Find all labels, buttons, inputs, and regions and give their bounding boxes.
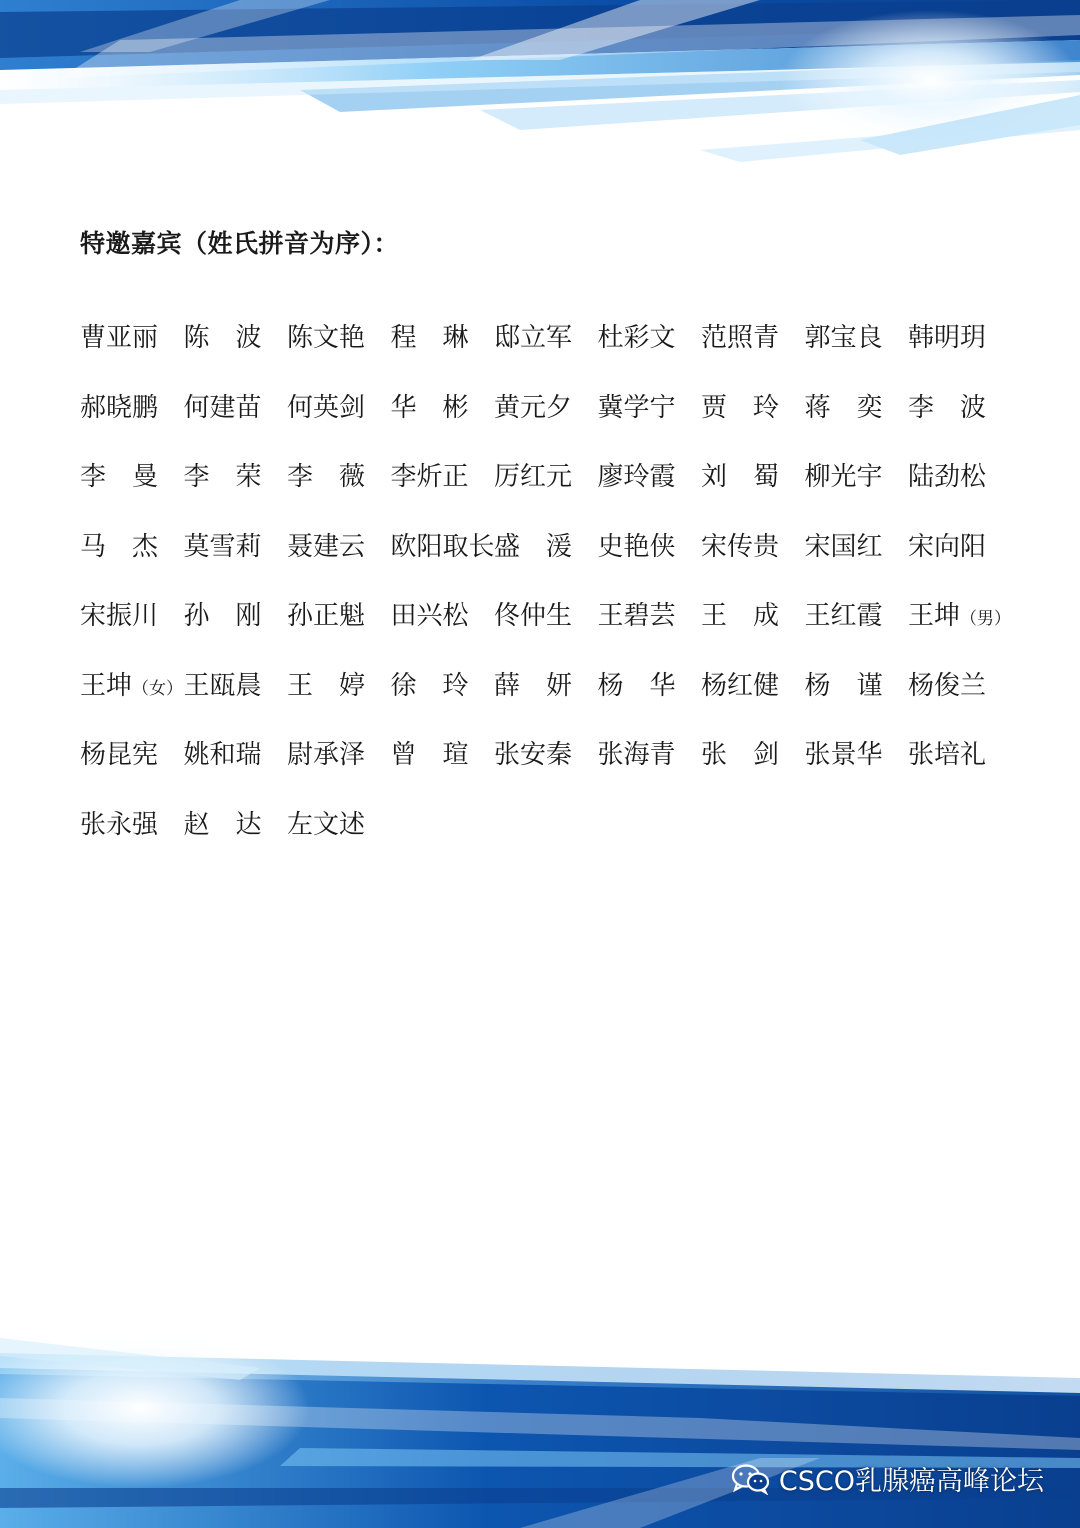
guest-name bbox=[391, 525, 495, 595]
guest-name-text: 华 彬 bbox=[390, 392, 469, 423]
guest-name-text: 程 琳 bbox=[390, 323, 469, 353]
guest-name bbox=[598, 733, 702, 803]
guest-name-text: 宋传贵 bbox=[701, 531, 780, 562]
wechat-icon bbox=[731, 1463, 771, 1495]
guest-name bbox=[598, 316, 702, 386]
guest-name bbox=[701, 316, 805, 386]
guest-name-text: 王坤 bbox=[908, 601, 961, 631]
guest-name bbox=[391, 316, 495, 386]
guest-name-text: 范照青 bbox=[701, 323, 780, 353]
guest-name-text: 尉承泽 bbox=[287, 740, 366, 770]
guest-name-text: 何建苗 bbox=[183, 392, 262, 423]
guest-name bbox=[494, 316, 598, 386]
guest-name bbox=[184, 594, 288, 664]
guest-name-text: 贾 玲 bbox=[701, 392, 780, 423]
guest-name bbox=[805, 386, 909, 456]
guest-gender-note: （女） bbox=[132, 678, 184, 699]
guest-name bbox=[598, 664, 702, 734]
guest-name-text: 曹亚丽 bbox=[80, 323, 159, 353]
guest-name-text: 李 曼 bbox=[80, 462, 159, 492]
guest-name-text: 厉红元 bbox=[494, 462, 573, 492]
guest-name bbox=[701, 664, 805, 734]
guest-name bbox=[80, 386, 184, 456]
guest-name bbox=[80, 664, 184, 734]
guest-name bbox=[598, 594, 702, 664]
guest-name bbox=[184, 455, 288, 525]
guest-name bbox=[805, 594, 909, 664]
guest-name-text: 欧阳取长 bbox=[390, 531, 495, 562]
guest-name-text: 张海青 bbox=[597, 740, 676, 770]
guest-name bbox=[287, 664, 391, 734]
guest-name bbox=[598, 455, 702, 525]
guest-name-text: 郝晓鹏 bbox=[80, 392, 159, 423]
guest-name-text: 宋国红 bbox=[804, 531, 883, 562]
guest-name bbox=[494, 664, 598, 734]
guest-name bbox=[287, 525, 391, 595]
guest-name-text: 张安秦 bbox=[494, 740, 573, 770]
guest-name-text: 张培礼 bbox=[908, 740, 987, 770]
guest-name-text: 陆劲松 bbox=[908, 462, 987, 492]
guest-name-text: 聂建云 bbox=[287, 531, 366, 562]
guest-name-text: 柳光宇 bbox=[804, 462, 883, 492]
guest-name bbox=[184, 525, 288, 595]
guest-name-text: 刘 蜀 bbox=[701, 462, 780, 492]
guest-name-text: 史艳侠 bbox=[597, 531, 676, 562]
guest-name bbox=[598, 386, 702, 456]
guest-name-text: 马 杰 bbox=[80, 531, 159, 562]
guest-name bbox=[908, 316, 1012, 386]
guest-name bbox=[908, 664, 1012, 734]
guest-name-text: 王红霞 bbox=[804, 601, 883, 631]
guest-name bbox=[80, 594, 184, 664]
guest-name-text: 田兴松 bbox=[390, 601, 469, 631]
guest-name bbox=[184, 664, 288, 734]
guest-name bbox=[184, 733, 288, 803]
guest-name bbox=[701, 594, 805, 664]
guest-name bbox=[391, 455, 495, 525]
guest-name-text: 左文述 bbox=[287, 809, 366, 840]
guest-name bbox=[805, 733, 909, 803]
guest-name-text: 黄元夕 bbox=[494, 392, 573, 423]
guest-gender-note: （男） bbox=[960, 609, 1012, 629]
top-banner-decoration bbox=[0, 0, 1080, 175]
guest-name bbox=[80, 316, 184, 386]
guest-name-text: 蒋 奕 bbox=[804, 392, 883, 423]
guest-name bbox=[494, 525, 598, 595]
guest-name-text: 王 成 bbox=[701, 601, 780, 631]
guest-name-text: 张永强 bbox=[80, 809, 159, 840]
guest-name bbox=[494, 455, 598, 525]
guest-name-text: 杨红健 bbox=[701, 670, 780, 701]
guest-name bbox=[805, 316, 909, 386]
guest-name bbox=[908, 386, 1012, 456]
guest-name bbox=[908, 733, 1012, 803]
guest-name-text: 李 薇 bbox=[287, 462, 366, 492]
guest-name-text: 杨 华 bbox=[597, 670, 676, 701]
guest-name-text: 孙正魁 bbox=[287, 601, 366, 631]
guest-name bbox=[287, 316, 391, 386]
guest-name bbox=[391, 386, 495, 456]
guest-name bbox=[391, 664, 495, 734]
guest-list bbox=[80, 316, 1012, 872]
guest-name bbox=[494, 733, 598, 803]
guest-name-text: 陈 波 bbox=[183, 323, 262, 353]
guest-name-text: 杨俊兰 bbox=[908, 670, 987, 701]
guest-name bbox=[391, 733, 495, 803]
guest-name bbox=[805, 525, 909, 595]
guest-name-text: 冀学宁 bbox=[597, 392, 676, 423]
guest-name bbox=[80, 525, 184, 595]
watermark bbox=[731, 1459, 1044, 1498]
guest-name-text: 赵 达 bbox=[183, 809, 262, 840]
watermark-text: CSCO乳腺癌高峰论坛 bbox=[778, 1466, 1044, 1497]
guest-name-text: 李 波 bbox=[908, 392, 987, 423]
guest-name bbox=[80, 803, 184, 873]
guest-name bbox=[598, 525, 702, 595]
guest-name-text: 佟仲生 bbox=[494, 601, 573, 631]
guest-name bbox=[287, 386, 391, 456]
guest-name bbox=[287, 803, 391, 873]
guest-name bbox=[908, 455, 1012, 525]
guest-name bbox=[287, 455, 391, 525]
guest-name bbox=[184, 803, 288, 873]
guest-name-text: 杜彩文 bbox=[597, 323, 676, 353]
guest-name-text: 张景华 bbox=[804, 740, 883, 770]
guest-name bbox=[701, 455, 805, 525]
guest-name-text: 孙 刚 bbox=[183, 601, 262, 631]
guest-name-text: 李 荣 bbox=[183, 462, 262, 492]
guest-name-text: 杨昆宪 bbox=[80, 740, 159, 770]
guest-name bbox=[701, 386, 805, 456]
bottom-banner-decoration bbox=[0, 1338, 1080, 1528]
guest-name-text: 宋振川 bbox=[80, 601, 159, 631]
guest-name bbox=[184, 386, 288, 456]
guest-name-text: 曾 瑄 bbox=[390, 740, 469, 770]
guest-name-text: 郭宝良 bbox=[804, 323, 883, 353]
guest-name-text: 宋向阳 bbox=[908, 531, 987, 562]
guest-name-text: 李炘正 bbox=[390, 462, 469, 492]
guest-name bbox=[287, 594, 391, 664]
guest-name bbox=[80, 455, 184, 525]
guest-name-text: 张 剑 bbox=[701, 740, 780, 770]
guest-name-text: 盛 湲 bbox=[494, 531, 573, 562]
guest-name-text: 王 婷 bbox=[287, 670, 366, 701]
guest-name bbox=[701, 733, 805, 803]
guest-name bbox=[287, 733, 391, 803]
guest-name bbox=[391, 594, 495, 664]
guest-name bbox=[494, 594, 598, 664]
guest-name bbox=[80, 733, 184, 803]
guest-list-heading: 特邀嘉宾（姓氏拼音为序）： bbox=[80, 229, 400, 258]
guest-name bbox=[494, 386, 598, 456]
guest-name-text: 廖玲霞 bbox=[597, 462, 676, 492]
guest-name-text: 莫雪莉 bbox=[183, 531, 262, 562]
guest-name-text: 邸立军 bbox=[494, 323, 573, 353]
guest-name bbox=[908, 525, 1012, 595]
guest-name bbox=[701, 525, 805, 595]
guest-name-text: 王坤 bbox=[80, 670, 133, 701]
guest-name-text: 王碧芸 bbox=[597, 601, 676, 631]
guest-name-text: 何英剑 bbox=[287, 392, 366, 423]
guest-name-text: 韩明玥 bbox=[908, 323, 987, 353]
guest-name-text: 杨 谨 bbox=[804, 670, 883, 701]
guest-name-text: 薛 妍 bbox=[494, 670, 573, 701]
guest-name-text: 王瓯晨 bbox=[183, 670, 262, 701]
guest-name-text: 姚和瑞 bbox=[183, 740, 262, 770]
guest-name-text: 陈文艳 bbox=[287, 323, 366, 353]
guest-name bbox=[805, 664, 909, 734]
guest-name-text: 徐 玲 bbox=[390, 670, 469, 701]
guest-name bbox=[805, 455, 909, 525]
guest-name bbox=[908, 594, 1012, 664]
guest-name bbox=[184, 316, 288, 386]
